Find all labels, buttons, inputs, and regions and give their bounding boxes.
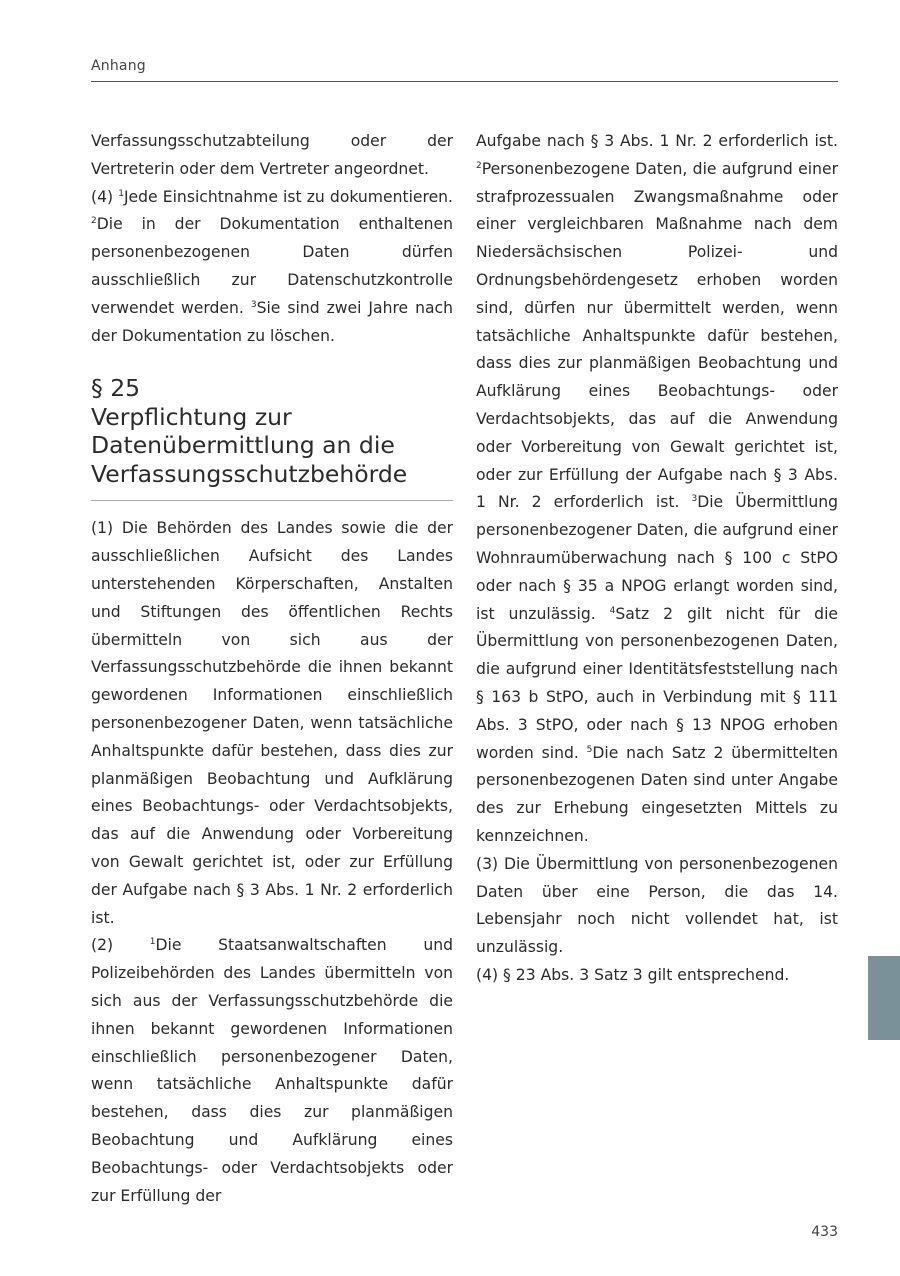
running-header: Anhang bbox=[91, 58, 146, 74]
sentence-number: 3 bbox=[691, 494, 698, 505]
sentence-number: 1 bbox=[118, 188, 124, 199]
paragraph-4: (4) $^1$Jede Einsichtnahme ist zu dokumentieren. $^2$Die in der Dokumentation enthaltenen personenbezogenen Daten dürfen ausschließlich zur Datenschutzkontrolle verwendet werden. $^3$Sie sind zwei Jahre nach der Dokumentation zu löschen. bbox=[91, 187, 454, 345]
paragraph-2-continued: Aufgabe nach § 3 Abs. 1 Nr. 2 erforderlich ist. $^2$Personenbezogene Daten, die aufgrund einer strafprozessualen Zwangsmaßnahme oder einer vergleichbaren Maßnahme nach dem Niedersächsischen Polizei- und Ordnungsbehördengesetz erhoben worden sind, dürfen nur übermittelt werden, wenn tatsächliche Anhaltspunkte dafür bestehen, dass dies zur planmäßigen Beobachtung und Aufklärung eines Beobachtungs- oder Verdachtsobjekts, das auf die Anwendung oder Vorbereitung von Gewalt gerichtet ist, oder zur Erfüllung der Aufgabe nach § 3 Abs. 1 Nr. 2 erforderlich ist. $^3$Die Übermittlung personenbezogener Daten, die aufgrund einer Wohnraumüberwachung nach § 100 c StPO oder nach § 35 a NPOG erlangt worden sind, ist unzulässig. $^4$Satz 2 gilt nicht für die Übermittlung von personenbezogenen Daten, die aufgrund einer Identitätsfeststellung nach § 163 b StPO, auch in Verbindung mit § 111 Abs. 3 StPO, oder nach § 13 NPOG erhoben worden sind. $^5$Die nach Satz 2 übermittelten personenbezogenen Daten sind unter Angabe des zur Erhebung eingesetzten Mittels zu kennzeichnen. bbox=[476, 132, 839, 845]
paragraph-3: (3) Die Übermittlung von personenbezogenen Daten über eine Person, die das 14. Lebensjahr noch nicht vollendet hat, ist unzulässig. bbox=[476, 854, 838, 957]
section-number: § 25 bbox=[91, 374, 141, 403]
paragraph-2: (2) $^1$Die Staatsanwaltschaften und Polizeibehörden des Landes übermitteln von sich aus der Verfassungsschutzbehörde die ihnen bekannt gewordenen Informationen einschließlich personenbezogener Daten, wenn tatsächliche Anhaltspunkte dafür bestehen, dass dies zur planmäßigen Beobachtung und Aufklärung eines Beobachtungs- oder Verdachtsobjekts oder zur Erfüllung der bbox=[91, 936, 453, 1205]
sentence-number: 1 bbox=[149, 937, 156, 948]
sentence-number: 2 bbox=[476, 160, 482, 171]
paragraph-1: (1) Die Behörden des Landes sowie die der ausschließlichen Aufsicht des Landes unterstehenden Körperschaften, Anstalten und Stiftungen des öffentlichen Rechts übermitteln von sich aus der Verfassungsschutzbehörde die ihnen bekannt gewordenen Informationen einschließlich personenbezogener Daten, wenn tatsächliche Anhaltspunkte dafür bestehen, dass dies zur planmäßigen Beobachtung und Aufklärung eines Beobachtungs- oder Verdachtsobjekts, das auf die Anwendung oder Vorbereitung von Gewalt gerichtet ist, oder zur Erfüllung der Aufgabe nach § 3 Abs. 1 Nr. 2 erforderlich ist. bbox=[91, 519, 453, 927]
page-number: 433 bbox=[811, 1224, 838, 1240]
chapter-thumb-tab bbox=[868, 956, 900, 1040]
right-column bbox=[476, 128, 838, 990]
carry-over-text: Verfassungsschutzabteilung oder der Vertreterin oder dem Vertreter angeordnet. bbox=[91, 132, 453, 178]
left-column bbox=[91, 128, 453, 1210]
sentence-number: 2 bbox=[91, 216, 97, 227]
section-divider bbox=[91, 500, 453, 501]
header-divider bbox=[91, 81, 838, 82]
sentence-number: 4 bbox=[609, 605, 616, 616]
section-title: Verpflichtung zur Datenübermittlung an die Verfassungsschutzbehörde bbox=[91, 402, 408, 488]
paragraph-4-right: (4) § 23 Abs. 3 Satz 3 gilt entsprechend. bbox=[476, 965, 790, 984]
sentence-number: 5 bbox=[586, 744, 593, 755]
sentence-number: 3 bbox=[250, 299, 257, 310]
section-heading bbox=[91, 374, 453, 501]
